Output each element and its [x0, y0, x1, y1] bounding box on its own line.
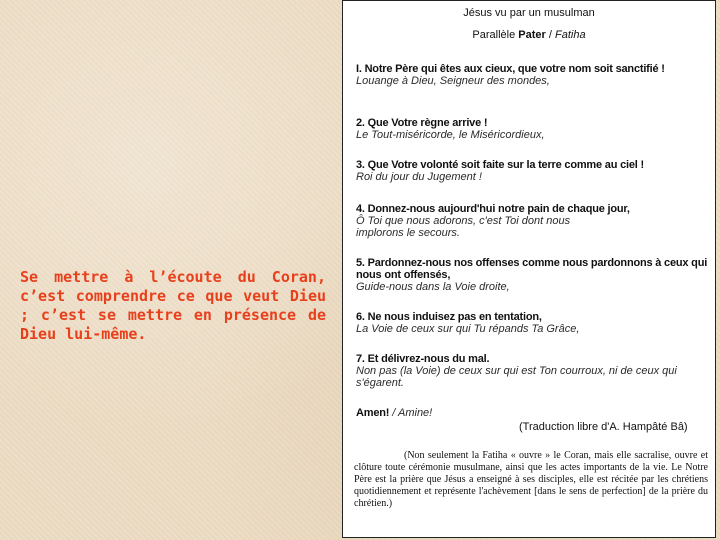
pater-line: 4. Donnez-nous aujourd'hui notre pain de chaque jour, — [356, 203, 630, 215]
verse-7 — [356, 353, 710, 389]
fatiha-line: Guide-nous dans la Voie droite, — [356, 281, 510, 293]
explanatory-note: (Non seulement la Fatiha « ouvre » le Coran, mais elle sacralise, ouvre et clôture toute cérémonie musulmane, ainsi que les actes importants de la vie. Le Notre Père est la prière que Jésus a enseigné à ses disciples, elle est récitée par les chrétiens quotidiennement et représente l'achèvement [dans le sens de perfection] de la prière du chrétien.) — [354, 450, 708, 509]
subtitle-pater: Pater — [518, 29, 546, 41]
pater-line: I. Notre Père qui êtes aux cieux, que votre nom soit sanctifié ! — [356, 63, 665, 75]
fatiha-line: Louange à Dieu, Seigneur des mondes, — [356, 75, 550, 87]
translation-credit: (Traduction libre d'A. Hampâté Bâ) — [519, 421, 688, 433]
subtitle-fatiha: Fatiha — [554, 29, 586, 41]
verse-1 — [356, 63, 710, 87]
pater-line: 7. Et délivrez-nous du mal. — [356, 353, 490, 365]
amen-pater: Amen! — [356, 407, 390, 419]
pater-line: 6. Ne nous induisez pas en tentation, — [356, 311, 542, 323]
fatiha-line: Le Tout-miséricorde, le Miséricordieux, — [356, 129, 545, 141]
prayer-parallel-panel — [342, 0, 716, 538]
pater-line: 2. Que Votre règne arrive ! — [356, 117, 488, 129]
verse-5 — [356, 257, 710, 293]
fatiha-line: La Voie de ceux sur qui Tu répands Ta Grâce, — [356, 323, 580, 335]
panel-subtitle — [343, 29, 715, 41]
verse-6 — [356, 311, 710, 335]
verse-3 — [356, 159, 710, 183]
fatiha-line: Ô Toi que nous adorons, c'est Toi dont nous implorons le secours. — [356, 215, 571, 239]
pater-line: 3. Que Votre volonté soit faite sur la terre comme au ciel ! — [356, 159, 644, 171]
fatiha-line: Non pas (la Voie) de ceux sur qui est Ton courroux, ni de ceux qui s'égarent. — [356, 365, 677, 389]
left-quote: Se mettre à l’écoute du Coran, c’est comprendre ce que veut Dieu ; c’est se mettre en présence de Dieu lui-même. — [20, 268, 326, 343]
fatiha-line: Roi du jour du Jugement ! — [356, 171, 482, 183]
verse-2 — [356, 117, 710, 141]
verse-4 — [356, 203, 710, 239]
panel-title: Jésus vu par un musulman — [463, 7, 595, 19]
pater-line: 5. Pardonnez-nous nos offenses comme nous pardonnons à ceux qui nous ont offensés, — [356, 257, 708, 281]
subtitle-separator: / — [545, 29, 555, 41]
subtitle-prefix: Parallèle — [472, 29, 519, 41]
amen-line — [356, 407, 710, 419]
amen-fatiha: / Amine! — [389, 407, 433, 419]
